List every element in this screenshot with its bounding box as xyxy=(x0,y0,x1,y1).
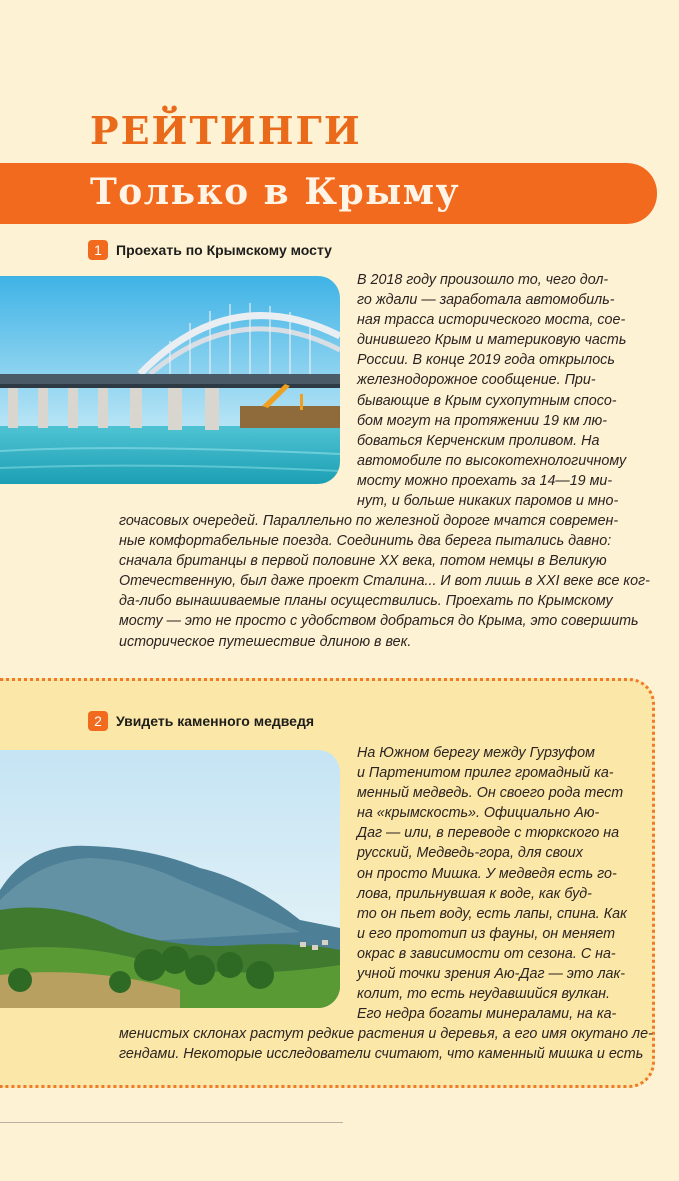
text-line: и Партенитом прилег громадный ка- xyxy=(357,765,614,782)
item-2-header xyxy=(88,710,314,732)
text-line: окрас в зависимости от сезона. С на- xyxy=(357,945,616,962)
text-line: лова, прильнувшая к воде, как буд- xyxy=(357,885,592,902)
text-line: В 2018 году произошло то, чего дол- xyxy=(357,272,609,288)
bridge-photo xyxy=(0,276,340,484)
item-2-text-wrapped xyxy=(357,743,627,1024)
item-2-title: Увидеть каменного медведя xyxy=(116,713,315,729)
text-line: русский, Медведь-гора, для своих xyxy=(357,845,583,862)
text-line: и его прототип из фауны, он меняет xyxy=(357,925,616,942)
item-2-number: 2 xyxy=(88,711,108,731)
text-line: менный медведь. Он своего рода тест xyxy=(357,785,624,802)
text-line: учной точки зрения Аю-Даг — это лак- xyxy=(357,966,625,983)
bridge-illustration xyxy=(0,276,340,484)
mountain-photo xyxy=(0,750,340,1008)
text-line: гендами. Некоторые исследователи считают, что каменный мишка и есть xyxy=(119,1046,644,1063)
text-line: На Южном берегу между Гурзуфом xyxy=(357,745,595,761)
text-line: ная трасса исторического моста, сое- xyxy=(357,312,626,329)
page-title: Только в Крыму xyxy=(90,171,461,213)
item-1-text-full xyxy=(119,511,650,652)
text-line: то он пьет воду, есть лапы, спина. Как xyxy=(357,905,627,922)
text-line: ные комфортабельные поезда. Соединить два берега пытались давно: xyxy=(119,533,612,550)
text-line: го ждали — заработала автомобиль- xyxy=(357,292,615,309)
text-line: нут, и больше никаких паромов и мно- xyxy=(357,493,619,510)
item-2-text-full xyxy=(119,1024,653,1064)
text-line: сначала британцы в первой половине XX века, потом немцы в Великую xyxy=(119,553,607,570)
text-line: боваться Керченским проливом. На xyxy=(357,432,600,449)
section-label: РЕЙТИНГИ xyxy=(90,108,362,153)
text-line: динившего Крым и материковую часть xyxy=(357,332,627,349)
text-line: мосту можно проехать за 14—19 ми- xyxy=(357,472,613,489)
text-line: менистых склонах растут редкие растения и деревья, а его имя окутано ле- xyxy=(119,1026,653,1042)
text-line: России. В конце 2019 года открылось xyxy=(357,352,615,369)
text-line: бом могут на протяжении 19 км лю- xyxy=(357,412,608,429)
item-1-title: Проехать по Крымскому мосту xyxy=(116,242,332,258)
mountain-illustration xyxy=(0,750,340,1008)
text-line: Отечественную, был даже проект Сталина... И вот лишь в XXI веке все ког- xyxy=(119,573,650,590)
text-line: автомобиле по высокотехнологичному xyxy=(357,452,627,469)
text-line: Даг — или, в переводе с тюркского на xyxy=(357,825,620,842)
text-line: Его недра богаты минералами, на ка- xyxy=(357,1006,617,1023)
text-line: он просто Мишка. У медведя есть го- xyxy=(357,865,617,882)
footer-rule xyxy=(0,1122,343,1123)
text-line: железнодорожное сообщение. При- xyxy=(357,372,596,389)
text-line: на «крымскость». Официально Аю- xyxy=(357,805,600,822)
item-1-header xyxy=(88,239,332,261)
text-line: мосту — это не просто с удобством добраться до Крыма, это совершить xyxy=(119,613,639,630)
item-1-text-wrapped xyxy=(357,270,626,511)
text-line: колит, то есть неудавшийся вулкан. xyxy=(357,986,611,1003)
text-line: гочасовых очередей. Параллельно по железной дороге мчатся современ- xyxy=(119,513,619,529)
text-line: историческое путешествие длиною в век. xyxy=(119,633,412,650)
item-1-number: 1 xyxy=(88,240,108,260)
text-line: да-либо вынашиваемые планы осуществились. Проехать по Крымскому xyxy=(119,593,613,610)
text-line: бывающие в Крым сухопутным спосо- xyxy=(357,392,617,409)
